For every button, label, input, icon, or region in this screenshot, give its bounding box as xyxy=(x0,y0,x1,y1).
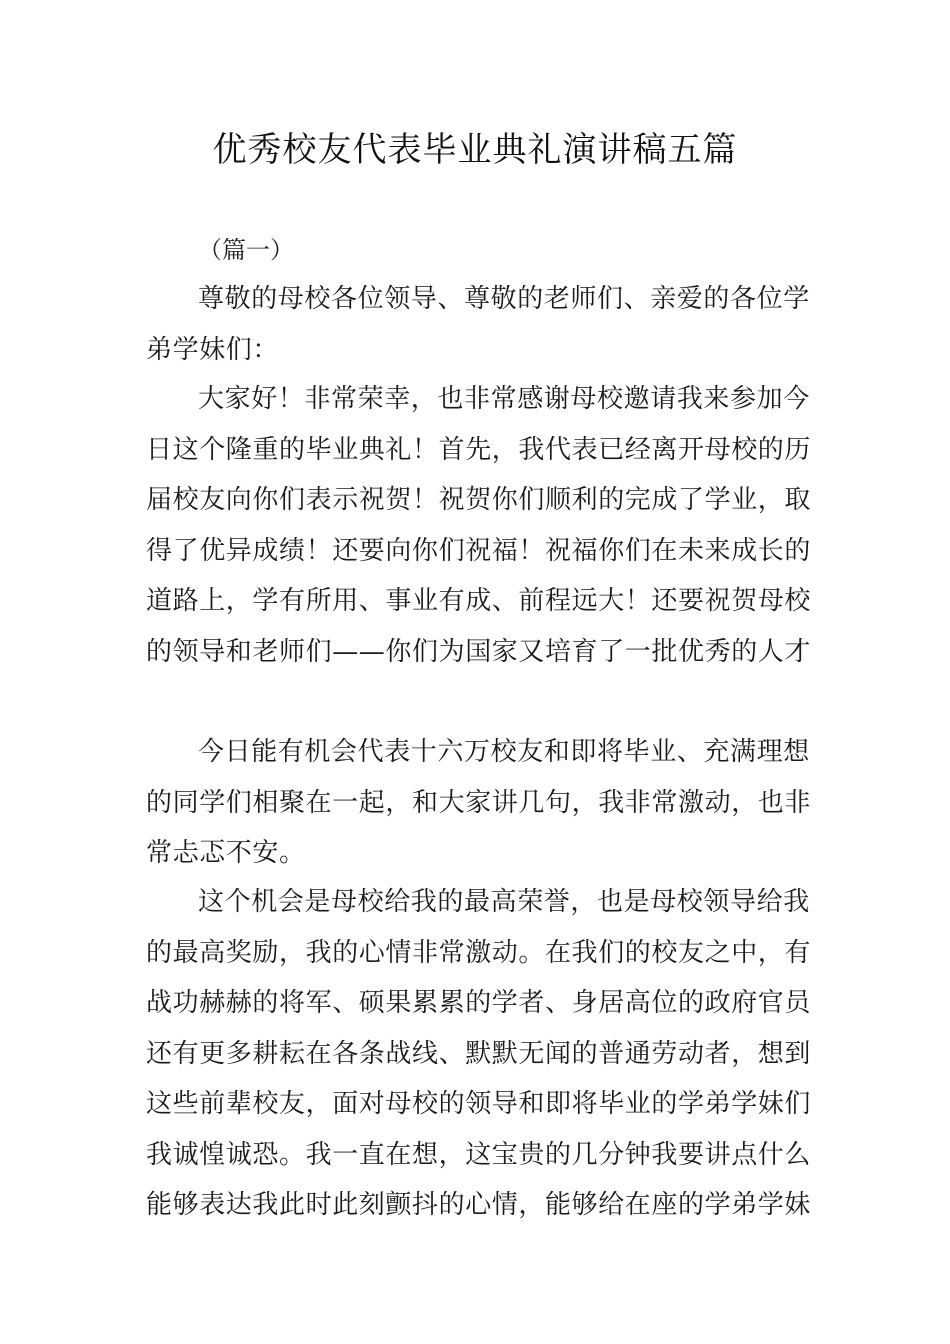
paragraph-salutation: 尊敬的母校各位领导、尊敬的老师们、亲爱的各位学弟学妹们： xyxy=(146,284,810,365)
document-title: 优秀校友代表毕业典礼演讲稿五篇 xyxy=(212,130,738,170)
paragraph-opportunity: 今日能有机会代表十六万校友和即将毕业、充满理想的同学们相聚在一起，和大家讲几句，我非常激动，也非常忐忑不安。 xyxy=(146,737,812,868)
paragraph-honor: 这个机会是母校给我的最高荣誉，也是母校领导给我的最高奖励，我的心情非常激动。在我们的校友之中，有战功赫赫的将军、硕果累累的学者、身居高位的政府官员还有更多耕耘在各条战线、默默无闻的普通劳动者，想到这些前辈校友，面对母校的领导和即将毕业的学弟学妹们我诚惶诚恐。我一直在想，这宝贵的几分钟我要讲点什么能够表达我此时此刻颤抖的心情，能够给在座的学弟学妹 xyxy=(146,887,812,1220)
section-label: （篇一） xyxy=(198,236,294,264)
paragraph-greeting: 大家好！非常荣幸，也非常感谢母校邀请我来参加今日这个隆重的毕业典礼！首先，我代表已经离开母校的历届校友向你们表示祝贺！祝贺你们顺利的完成了学业，取得了优异成绩！还要向你们祝福！祝福你们在未来成长的道路上，学有所用、事业有成、前程远大！还要祝贺母校的领导和老师们——你们为国家又培育了一批优秀的人才 xyxy=(146,384,812,667)
